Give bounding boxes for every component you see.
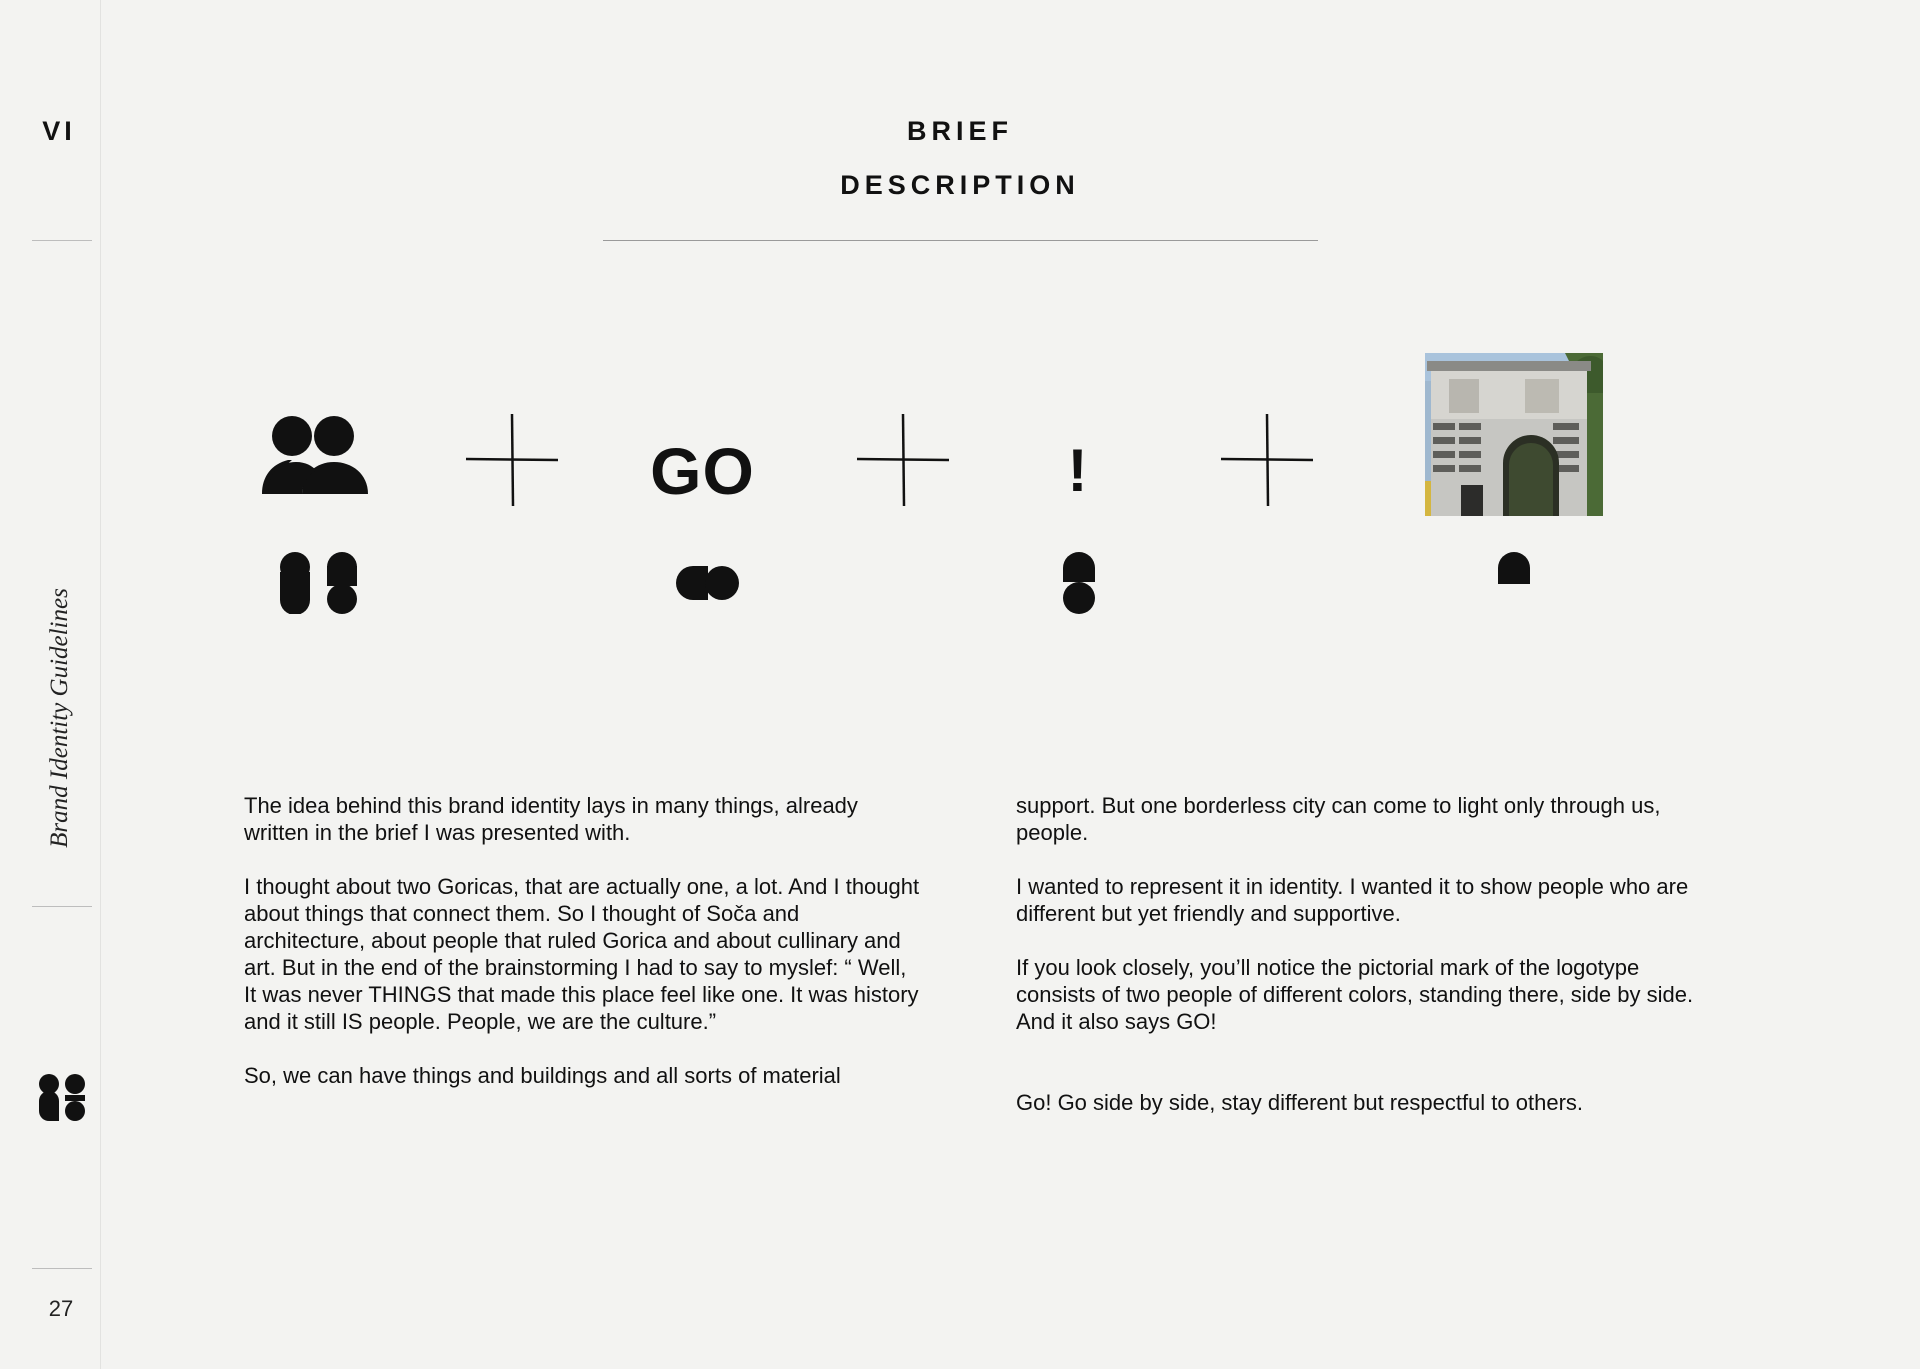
paragraph: If you look closely, you’ll notice the pictorial mark of the logotype consists of two people of different colors, standing there, side by side. And it also says GO!: [1016, 955, 1694, 1034]
document-title: Brand Identity Guidelines: [46, 588, 73, 848]
paragraph: So, we can have things and buildings and all sorts of material: [244, 1063, 841, 1088]
paragraph: support. But one borderless city can come to light only through us, people.: [1016, 793, 1661, 845]
people-mark-icon: [280, 552, 360, 614]
paragraph: Go! Go side by side, stay different but respectful to others.: [1016, 1090, 1584, 1115]
exclamation-mark-icon: [1063, 552, 1095, 614]
plus-icon: [464, 412, 560, 508]
paragraph: I thought about two Goricas, that are actually one, a lot. And I thought about things that connect them. So I thought of Soča and architecture, about people that ruled Gorica and about cullinary and art. But in the end of the brainstorming I had to say to myslef: “ Well, It was never THINGS that made this place feel like one. It was history and it still IS people. People, we are the culture.”: [244, 874, 920, 1034]
paragraph: The idea behind this brand identity lays in many things, already written in the brief I was presented with.: [244, 793, 858, 845]
page-number: 27: [48, 1296, 74, 1321]
exclamation-symbol: !: [1067, 437, 1088, 504]
go-mark-icon: [676, 566, 740, 600]
plus-icon: [855, 412, 951, 508]
sidebar-divider: [32, 1268, 92, 1269]
title-divider: [603, 240, 1318, 241]
brand-logomark-icon: [37, 1073, 87, 1123]
sidebar-divider: [32, 240, 92, 241]
body-text-left-column: [244, 792, 924, 1116]
page-title-line-2: DESCRIPTION: [840, 170, 1080, 200]
body-text-right-column: [1016, 792, 1716, 1143]
sidebar-divider: [32, 906, 92, 907]
plus-icon: [1219, 412, 1315, 508]
arch-mark-icon: [1498, 552, 1530, 584]
page-title-line-1: BRIEF: [907, 116, 1013, 146]
paragraph: I wanted to represent it in identity. I wanted it to show people who are different but yet friendly and supportive.: [1016, 874, 1689, 926]
go-word: GO: [650, 434, 755, 508]
chapter-number: VI: [42, 116, 76, 146]
city-gate-photo: [1425, 353, 1603, 516]
people-icon: [262, 414, 370, 496]
